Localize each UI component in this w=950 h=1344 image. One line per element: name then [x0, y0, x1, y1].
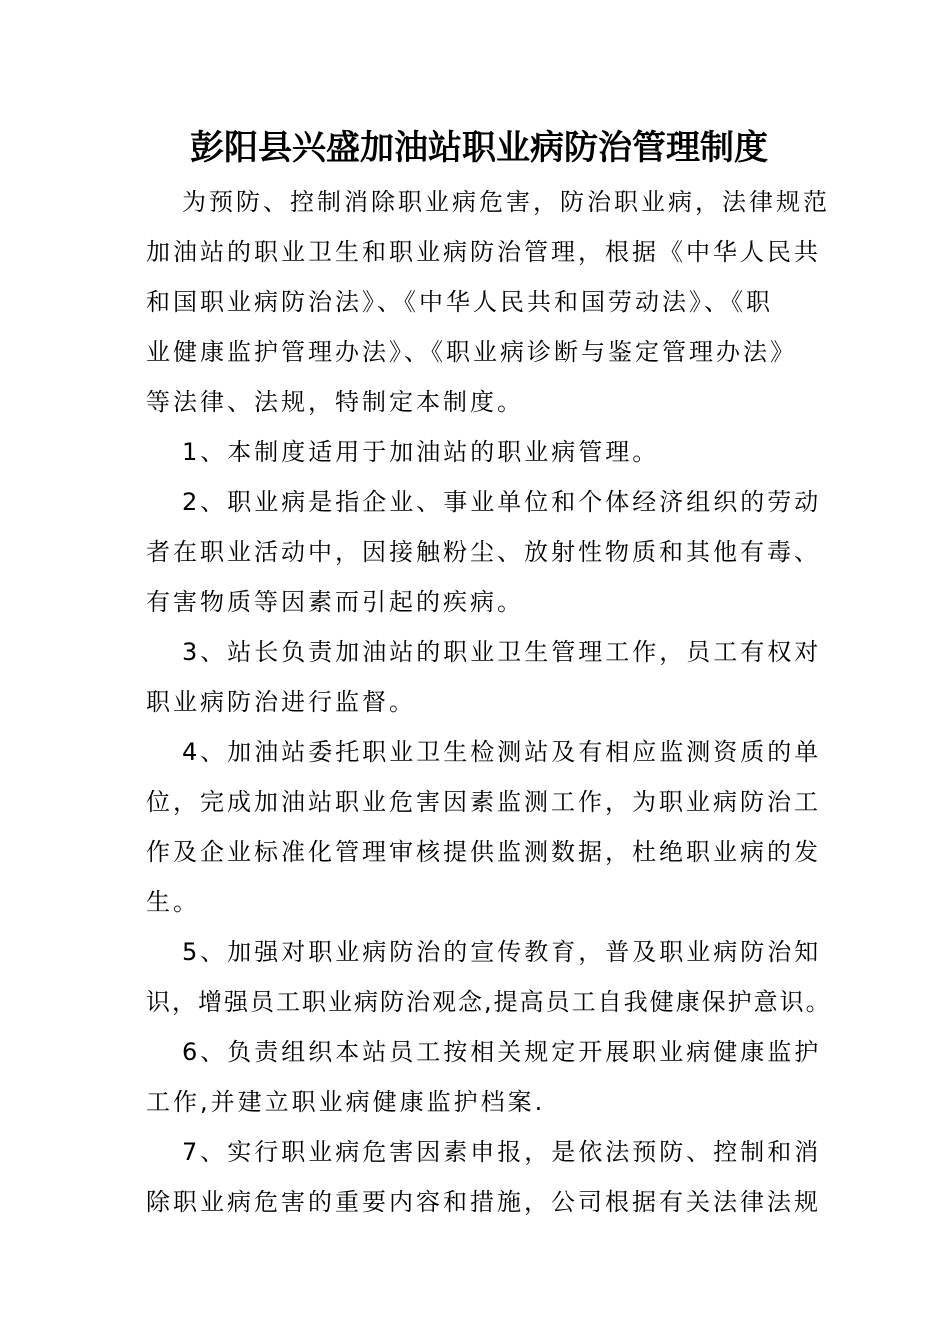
paragraph-intro-line-2: 加油站的职业卫生和职业病防治管理，根据《中华人民共 — [146, 238, 821, 266]
item-1-line-1: 1、本制度适用于加油站的职业病管理。 — [182, 438, 660, 466]
item-7-line-1: 7、实行职业病危害因素申报，是依法预防、控制和消 — [182, 1138, 822, 1166]
item-5-line-2: 识，增强员工职业病防治观念,提高员工自我健康保护意识。 — [146, 988, 832, 1016]
item-7-line-2: 除职业病危害的重要内容和措施，公司根据有关法律法规 — [146, 1188, 821, 1216]
paragraph-intro-line-3: 和国职业病防治法》、《中华人民共和国劳动法》、《职 — [146, 288, 773, 316]
item-4-line-3: 作及企业标准化管理审核提供监测数据，杜绝职业病的发 — [146, 838, 821, 866]
paragraph-intro-line-1: 为预防、控制消除职业病危害，防治职业病，法律规范 — [182, 188, 830, 216]
item-6-line-2: 工作,并建立职业病健康监护档案. — [146, 1088, 546, 1116]
item-3-line-1: 3、站长负责加油站的职业卫生管理工作，员工有权对 — [182, 638, 822, 666]
paragraph-intro-line-5: 等法律、法规，特制定本制度。 — [146, 388, 524, 416]
item-6-line-1: 6、负责组织本站员工按相关规定开展职业病健康监护 — [182, 1038, 822, 1066]
document-title: 彭阳县兴盛加油站职业病防治管理制度 — [190, 128, 768, 168]
item-4-line-1: 4、加油站委托职业卫生检测站及有相应监测资质的单 — [182, 738, 822, 766]
item-3-line-2: 职业病防治进行监督。 — [146, 688, 416, 716]
item-5-line-1: 5、加强对职业病防治的宣传教育，普及职业病防治知 — [182, 938, 822, 966]
paragraph-intro-line-4: 业健康监护管理办法》、《职业病诊断与鉴定管理办法》 — [146, 338, 797, 366]
item-2-line-1: 2、职业病是指企业、事业单位和个体经济组织的劳动 — [182, 488, 822, 516]
item-2-line-2: 者在职业活动中，因接触粉尘、放射性物质和其他有毒、 — [146, 538, 821, 566]
item-4-line-2: 位，完成加油站职业危害因素监测工作，为职业病防治工 — [146, 788, 821, 816]
item-4-line-4: 生。 — [146, 888, 200, 916]
item-2-line-3: 有害物质等因素而引起的疾病。 — [146, 588, 524, 616]
